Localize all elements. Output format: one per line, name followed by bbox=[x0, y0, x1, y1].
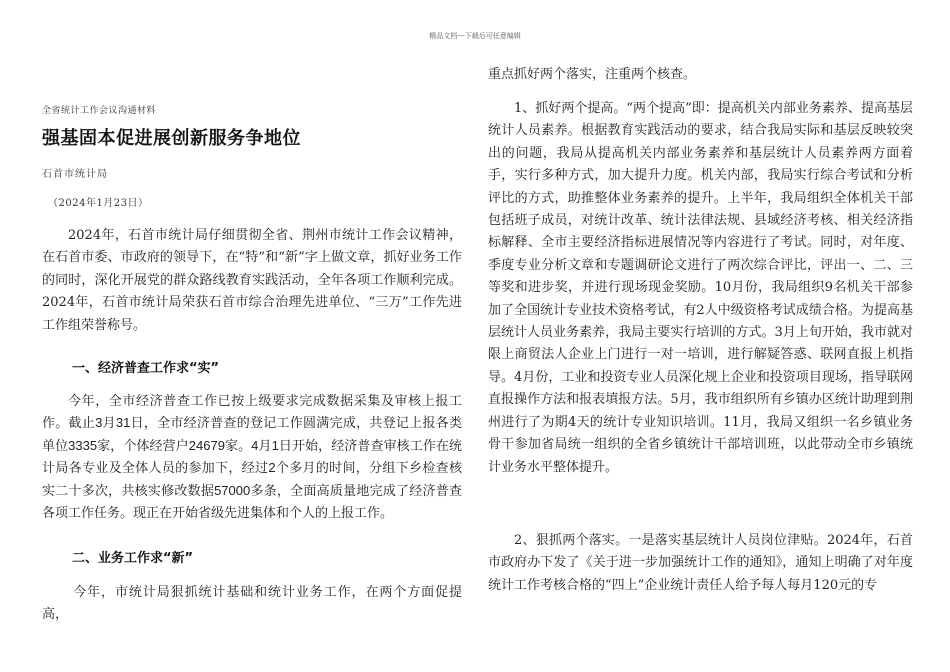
document-organization: 石首市统计局 bbox=[42, 169, 108, 180]
section-heading-business-work: 二、业务工作求“新” bbox=[72, 551, 194, 566]
point-two-improvements-paragraph: 1、抓好两个提高。“两个提高”即：提高机关内部业务素养、提高基层统计人员素养。根据教育实践活动的要求，结合我局实际和基层反映较突出的问题，我局从提高机关内部业务素养和基层统计人员素养两方面着手，实行多种方式，加大提升力度。机关内部，我局实行综合考试和分析评比的方式，助推整体业务素养的提升。上半年，我局组织全体机关干部包括班子成员，对统计改革、统计法律法规、县域经济考核、相关经济指标解释、全市主要经济指标进展情况等内容进行了考试。同时，对年度、季度专业分析文章和专题调研论文进行了两次综合评比，评出一、二、三等奖和进步奖，并进行现场现金奖励。10月份，我局组织9名机关干部参加了全国统计专业技术资格考试，有2人中级资格考试成绩合格。为提高基层统计人员业务素养，我局主要实行培训的方式。3月上旬开始，我市就对限上商贸法人企业上门进行一对一培训，进行解疑答惑、联网直报上机指导。4月份，工业和投资专业人员深化规上企业和投资项目现场，指导联网直报操作方法和报表填报方法。5月，我市组织所有乡镇办区统计助理到荆州进行了为期4天的统计专业知识培训。11月，我局又组织一名乡镇业务骨干参加省局统一组织的全省乡镇统计干部培训班，以此带动全市乡镇统计业务水平整体提升。 bbox=[488, 101, 913, 475]
page-header-note: 精品文档---下载后可任意编辑 bbox=[429, 32, 521, 40]
continuation-paragraph: 重点抓好两个落实，注重两个核查。 bbox=[488, 67, 697, 82]
document-kicker: 全省统计工作会议沟通材料 bbox=[42, 106, 157, 116]
intro-paragraph: 2024年，石首市统计局仔细贯彻全省、荆州市统计工作会议精神，在石首市委、市政府的领导下，在“特”和“新”字上做文章，抓好业务工作的同时，深化开展党的群众路线教育实践活动，全年各项工作顺利完成。2024年，石首市统计局荣获石首市综合治理先进单位、“三万”工作先进工作组荣誉称号。 bbox=[42, 228, 462, 333]
point-two-implementations-paragraph: 2、狠抓两个落实。一是落实基层统计人员岗位津贴。2024年，石首市政府办下发了《关于进一步加强统计工作的通知》，通知上明确了对年度统计工作考核合格的“四上”企业统计责任人给予每人每月120元的专 bbox=[488, 533, 913, 593]
section-heading-economic-census: 一、经济普查工作求“实” bbox=[72, 361, 220, 376]
document-date: （2024年1月23日） bbox=[48, 198, 149, 209]
economic-census-paragraph: 今年，全市经济普查工作已按上级要求完成数据采集及审核上报工作。截止3月31日，全市经济普查的登记工作圆满完成，共登记上报各类单位3335家，个体经营户24679家。4月1日开始，经济普查审核工作在统计局各专业及全体人员的参加下，经过2个多月的时间，分组下乡检查核实二十多次，共核实修改数据57000多条，全面高质量地完成了经济普查各项工作任务。现正在开始省级先进集体和个人的上报工作。 bbox=[42, 393, 462, 521]
document-title: 强基固本促进展创新服务争地位 bbox=[42, 128, 301, 149]
business-work-paragraph: 今年，市统计局狠抓统计基础和统计业务工作，在两个方面促提高， bbox=[42, 585, 462, 623]
